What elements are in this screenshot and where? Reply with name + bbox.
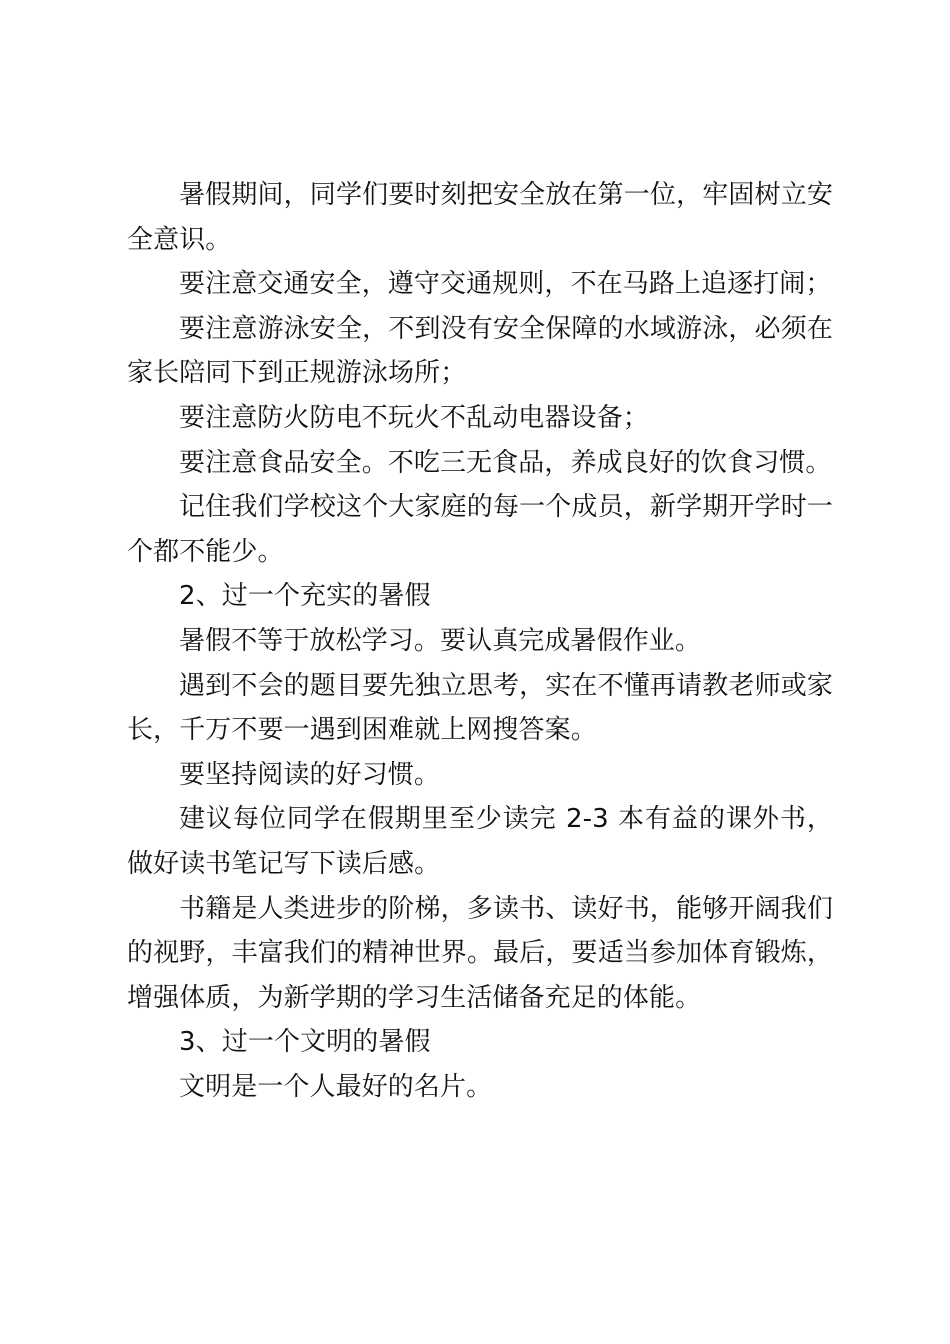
paragraph-safety-intro: 暑假期间，同学们要时刻把安全放在第一位，牢固树立安全意识。 [127,180,833,255]
paragraph-traffic-safety: 要注意交通安全，遵守交通规则，不在马路上追逐打闹； [179,269,832,300]
paragraph-food-safety: 要注意食品安全。不吃三无食品，养成良好的饮食习惯。 [179,447,832,478]
paragraph-homework: 暑假不等于放松学习。要认真完成暑假作业。 [179,625,702,656]
section-heading-fulfilling-summer: 2、过一个充实的暑假 [179,581,431,612]
paragraph-books-and-exercise: 书籍是人类进步的阶梯，多读书、读好书，能够开阔我们的视野，丰富我们的精神世界。最后，要适当参加体育锻炼，增强体质，为新学期的学习生活储备充足的体能。 [127,893,833,1013]
paragraph-fire-electric-safety: 要注意防火防电不玩火不乱动电器设备； [179,402,649,433]
paragraph-reading-suggestion: 建议每位同学在假期里至少读完 2-3 本有益的课外书，做好读书笔记写下读后感。 [127,804,833,879]
paragraph-reading-habit: 要坚持阅读的好习惯。 [179,759,441,790]
section-heading-civilized-summer: 3、过一个文明的暑假 [179,1027,431,1058]
document-body [127,173,833,1109]
paragraph-swimming-safety: 要注意游泳安全，不到没有安全保障的水域游泳，必须在家长陪同下到正规游泳场所； [127,313,833,389]
paragraph-independent-thinking: 遇到不会的题目要先独立思考，实在不懂再请教老师或家长，千万不要一遇到困难就上网搜答案。 [127,670,833,746]
paragraph-remember-members: 记住我们学校这个大家庭的每一个成员，新学期开学时一个都不能少。 [127,492,833,567]
paragraph-civility: 文明是一个人最好的名片。 [179,1071,493,1102]
